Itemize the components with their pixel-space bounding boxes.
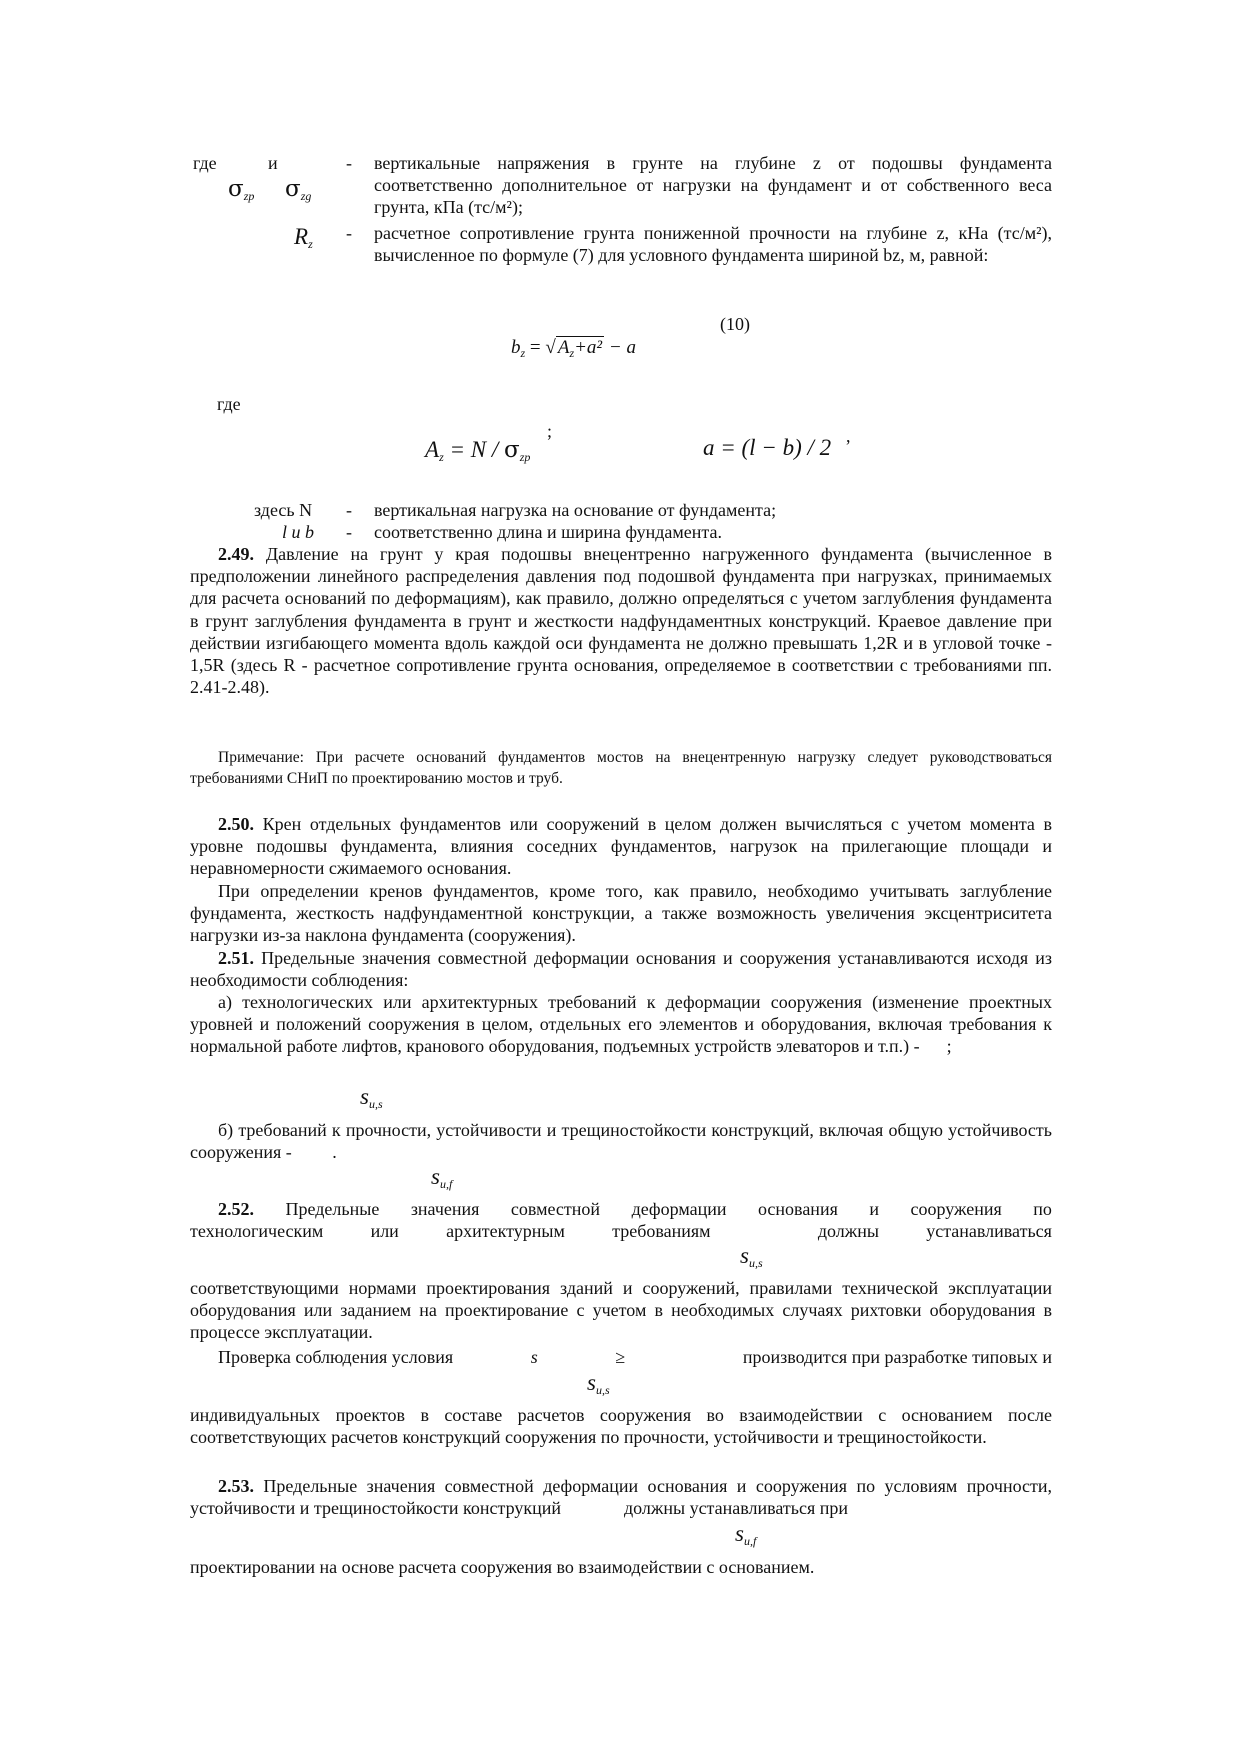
paragraph-2-50: 2.50. Крен отдельных фундаментов или сооружений в целом должен вычисляться с учетом момента в уровне подошвы фундамента, влияния соседних фундаментов, нагрузок на прилегающие площади и неравномерности сжимаемого основания. [190, 814, 1052, 879]
where-label: где [193, 153, 217, 173]
rz-symbol: $R_z$ [294, 224, 313, 251]
note-paragraph: Примечание: При расчете оснований фундаментов мостов на внецентренную нагрузку следует руководствоваться требованиями СНиП по проектированию мостов и труб. [190, 749, 1052, 787]
item-b: б) требований к прочности, устойчивости и трещиностойкости конструкций, включая общую устойчивость сооружения - . [190, 1120, 1052, 1163]
item-a: а) технологических или архитектурных требований к деформации сооружения (изменение проектных уровней и положений сооружения в целом, отдельных его элементов и оборудования, включая требования к нормальной работе лифтов, кранового оборудования, подъемных устройств элеваторов и т.п.) - ; [190, 992, 1052, 1057]
formula-az: $A_z = N / \sigma_{zp}$ [425, 437, 531, 464]
condition-check-line: Проверка соблюдения условия s ≥ производится при разработке типовых и [218, 1347, 1052, 1367]
lb-definition: соответственно длина и ширина фундамента. [374, 522, 722, 542]
n-definition: вертикальная нагрузка на основание от фундамента; [374, 500, 777, 520]
sigma-zp-symbol: $\sigma_{zp}$ [228, 176, 255, 203]
sigma-definition: вертикальные напряжения в грунте на глубине z от подошвы фундамента соответственно дополнительное от нагрузки на фундамент и от собственного веса грунта, кПа (тс/м²); [374, 153, 1052, 218]
formula-a: a = (l − b) / 2 [703, 435, 832, 460]
definition-dash: - [346, 522, 352, 542]
paragraph-2-53: 2.53. Предельные значения совместной деформации основания и сооружения по условиям прочности, устойчивости и трещиностойкости конструкций должны устанавливаться при [190, 1476, 1053, 1519]
semicolon: ; [547, 421, 553, 441]
formula-bz: $b_z$ = √ $A_z+a^2 - a$ [511, 337, 636, 360]
paragraph-2-53-continued: проектировании на основе расчета сооружения во взаимодействии с основанием. [190, 1557, 815, 1577]
definition-dash: - [346, 223, 352, 243]
formula-number: (10) [720, 314, 750, 334]
lb-label: l и b [282, 522, 315, 542]
paragraph-2-50-continued: При определении кренов фундаментов, кроме того, как правило, необходимо учитывать заглубление фундамента, жесткость надфундаментной конструкции, а также возможность увеличения эксцентриситета нагрузки из-за наклона фундамента (сооружения). [190, 881, 1052, 946]
and-label: и [268, 153, 278, 173]
s-us-symbol: $s_{u,s}$ [587, 1370, 610, 1397]
paragraph-2-51: 2.51. Предельные значения совместной деформации основания и сооружения устанавливаются исходя из необходимости соблюдения: [190, 948, 1053, 991]
n-label: здесь N [254, 500, 313, 520]
s-us-symbol: $s_{u,s}$ [740, 1243, 763, 1270]
definition-dash: - [346, 500, 352, 520]
where-label: где [217, 394, 241, 414]
s-uf-symbol: $s_{u,f}$ [735, 1521, 757, 1548]
paragraph-2-49: 2.49. Давление на грунт у края подошвы внецентренно нагруженного фундамента (вычисленное в предположении линейного распределения давления под подошвой фундамента при нагрузках, принимаемых для расчета оснований по деформациям), как правило, должно определяться с учетом заглубления фундамента в грунт заглубления фундамента в грунт и жесткости надфундаментных конструкций. Краевое давление при действии изгибающего момента вдоль каждой оси фундамента не должно превышать 1,2R и в угловой точке - 1,5R (здесь R - расчетное сопротивление грунта основания, определяемое в соответствии с требованиями пп. 2.41-2.48). [190, 544, 1053, 698]
condition-check-continued: индивидуальных проектов в составе расчетов сооружения во взаимодействии с основанием после соответствующих расчетов конструкций сооружения по прочности, устойчивости и трещиностойкости. [190, 1405, 1052, 1448]
s-uf-symbol: $s_{u,f}$ [431, 1164, 453, 1191]
definition-dash: - [346, 153, 352, 173]
rz-definition: расчетное сопротивление грунта пониженной прочности на глубине z, кНа (тс/м²), вычисленное по формуле (7) для условного фундамента шириной bz, м, равной: [374, 223, 1052, 266]
paragraph-2-52-continued: соответствующими нормами проектирования зданий и сооружений, правилами технической эксплуатации оборудования или заданием на проектирование с учетом в необходимых случаях рихтовки оборудования в процессе эксплуатации. [190, 1278, 1052, 1343]
comma: , [846, 426, 851, 446]
sigma-zg-symbol: $\sigma_{zg}$ [285, 176, 312, 203]
paragraph-2-52: 2.52. Предельные значения совместной деформации основания и сооружения по технологическим или архитектурным требованиям должны устанавливаться [190, 1199, 1052, 1242]
s-us-symbol: $s_{u,s}$ [360, 1084, 383, 1111]
